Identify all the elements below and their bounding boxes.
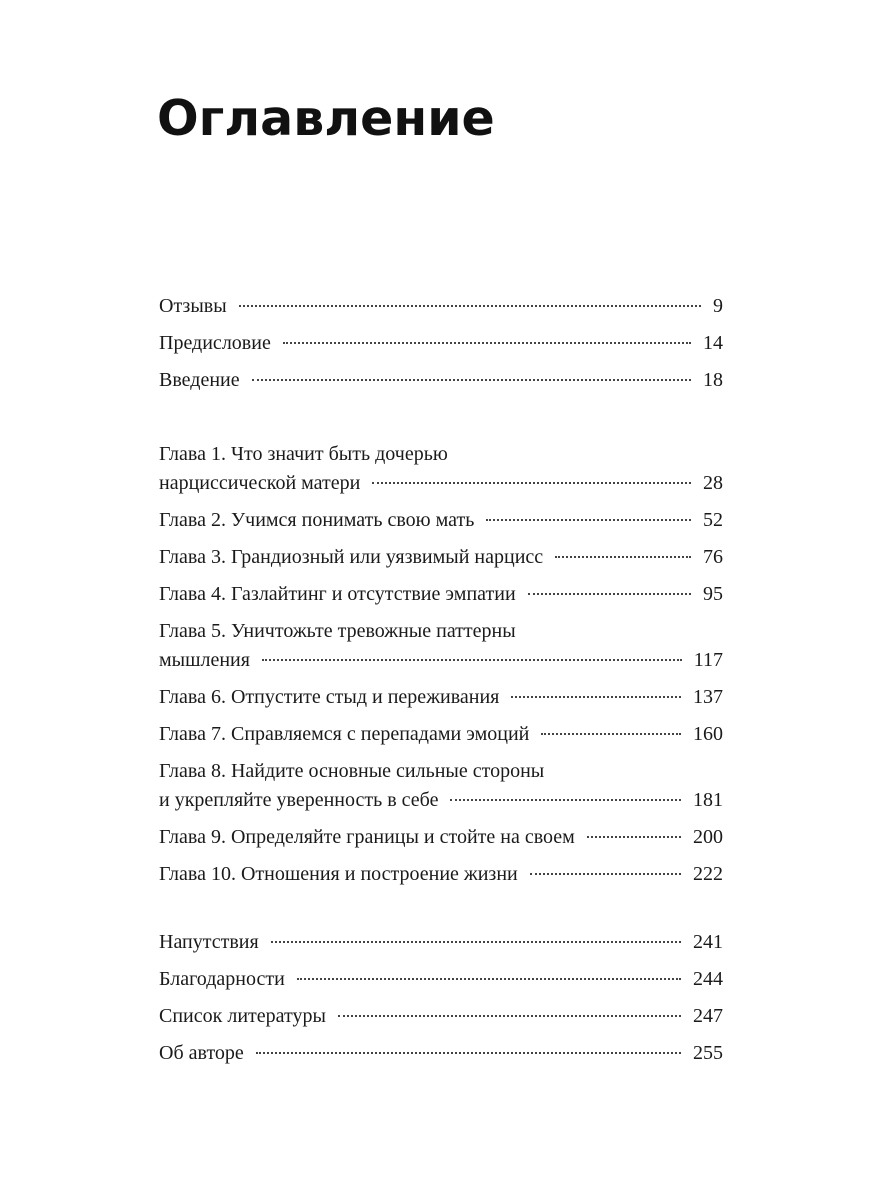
toc-entry-title [159,1039,723,1068]
dot-leader [239,305,701,307]
toc-page-number: 95 [703,583,723,605]
toc-entry[interactable] [159,329,723,358]
toc-entry-title [159,860,723,889]
toc-entry-title-line: Глава 6. Отпустите стыд и переживания [159,686,500,708]
toc-entry[interactable] [159,580,723,609]
toc-entry[interactable] [159,617,723,675]
toc-entry-title [159,580,723,609]
toc-entry[interactable] [159,683,723,712]
toc-entry-last-line [159,1002,723,1031]
toc-entry-title [159,720,723,749]
toc-entry-title [159,823,723,852]
toc-back-matter [159,928,723,1076]
toc-entry-title-line: Глава 10. Отношения и построение жизни [159,863,518,885]
toc-entry[interactable] [159,543,723,572]
toc-entry-title-line: Глава 4. Газлайтинг и отсутствие эмпатии [159,583,516,605]
toc-entry-title-line: Введение [159,369,240,391]
toc-entry-title-line: и укрепляйте уверенность в себе [159,789,439,811]
toc-entry-title-line: Напутствия [159,931,259,953]
toc-page-number: 137 [693,686,723,708]
toc-entry-title-line: Предисловие [159,332,271,354]
dot-leader [252,379,691,381]
toc-entry-title [159,440,723,498]
toc-page-number: 244 [693,968,723,990]
toc-entry[interactable] [159,292,723,321]
toc-page-number: 14 [703,332,723,354]
toc-entry-title-line: Глава 5. Уничтожьте тревожные паттерны [159,620,516,642]
toc-entry-title-line: Глава 1. Что значит быть дочерью [159,443,448,465]
toc-page-number: 181 [693,789,723,811]
toc-chapters [159,440,723,897]
dot-leader [262,659,682,661]
dot-leader [256,1052,681,1054]
dot-leader [338,1015,681,1017]
toc-entry-last-line [159,543,723,572]
dot-leader [450,799,681,801]
toc-entry-title-line: Благодарности [159,968,285,990]
toc-page-number: 18 [703,369,723,391]
toc-entry-last-line [159,329,723,358]
toc-page-number: 247 [693,1005,723,1027]
toc-entry-last-line [159,292,723,321]
toc-entry-last-line [159,580,723,609]
toc-page-number: 76 [703,546,723,568]
toc-entry-last-line [159,683,723,712]
dot-leader [528,593,691,595]
toc-entry-title-line: нарциссической матери [159,472,361,494]
toc-entry-last-line [159,860,723,889]
toc-entry-title [159,543,723,572]
page-title: Оглавление [157,90,495,147]
toc-page-number: 255 [693,1042,723,1064]
toc-page-number: 200 [693,826,723,848]
toc-entry[interactable] [159,1002,723,1031]
toc-page-number: 28 [703,472,723,494]
dot-leader [297,978,681,980]
toc-entry-last-line [159,366,723,395]
dot-leader [587,836,681,838]
toc-entry[interactable] [159,965,723,994]
toc-entry-title-line: Список литературы [159,1005,326,1027]
toc-entry-last-line [159,506,723,535]
toc-page-number: 222 [693,863,723,885]
toc-entry-last-line [159,646,723,675]
dot-leader [555,556,691,558]
toc-entry-last-line [159,469,723,498]
toc-entry-last-line [159,823,723,852]
toc-entry-title [159,506,723,535]
dot-leader [511,696,681,698]
toc-page-number: 241 [693,931,723,953]
dot-leader [271,941,681,943]
toc-page-number: 117 [693,649,723,671]
toc-page-number: 160 [693,723,723,745]
dot-leader [283,342,691,344]
toc-entry[interactable] [159,440,723,498]
toc-entry-last-line [159,1039,723,1068]
toc-entry[interactable] [159,366,723,395]
toc-entry-title [159,928,723,957]
dot-leader [486,519,691,521]
toc-entry-title-line: Об авторе [159,1042,244,1064]
toc-entry-title-line: мышления [159,649,250,671]
dot-leader [541,733,681,735]
toc-entry-title [159,965,723,994]
toc-entry-title [159,329,723,358]
toc-entry[interactable] [159,928,723,957]
toc-entry-last-line [159,928,723,957]
dot-leader [530,873,681,875]
toc-entry-last-line [159,786,723,815]
toc-entry-last-line [159,720,723,749]
toc-entry[interactable] [159,1039,723,1068]
toc-entry-title [159,366,723,395]
toc-entry[interactable] [159,720,723,749]
toc-entry[interactable] [159,860,723,889]
toc-page-number: 9 [713,295,723,317]
toc-entry[interactable] [159,506,723,535]
toc-entry-title-line: Отзывы [159,295,227,317]
toc-page-number: 52 [703,509,723,531]
dot-leader [372,482,691,484]
toc-entry-title [159,683,723,712]
toc-entry-title [159,1002,723,1031]
toc-entry-title-line: Глава 3. Грандиозный или уязвимый нарцисс [159,546,544,568]
toc-entry-title-line: Глава 2. Учимся понимать свою мать [159,509,475,531]
toc-entry-last-line [159,965,723,994]
toc-front-matter [159,292,723,403]
toc-entry-title-line: Глава 7. Справляемся с перепадами эмоций [159,723,530,745]
toc-entry-title-line: Глава 9. Определяйте границы и стойте на своем [159,826,575,848]
toc-entry-title [159,757,723,815]
toc-entry[interactable] [159,757,723,815]
toc-entry-title [159,292,723,321]
toc-entry[interactable] [159,823,723,852]
toc-entry-title-line: Глава 8. Найдите основные сильные стороны [159,760,545,782]
toc-entry-title [159,617,723,675]
